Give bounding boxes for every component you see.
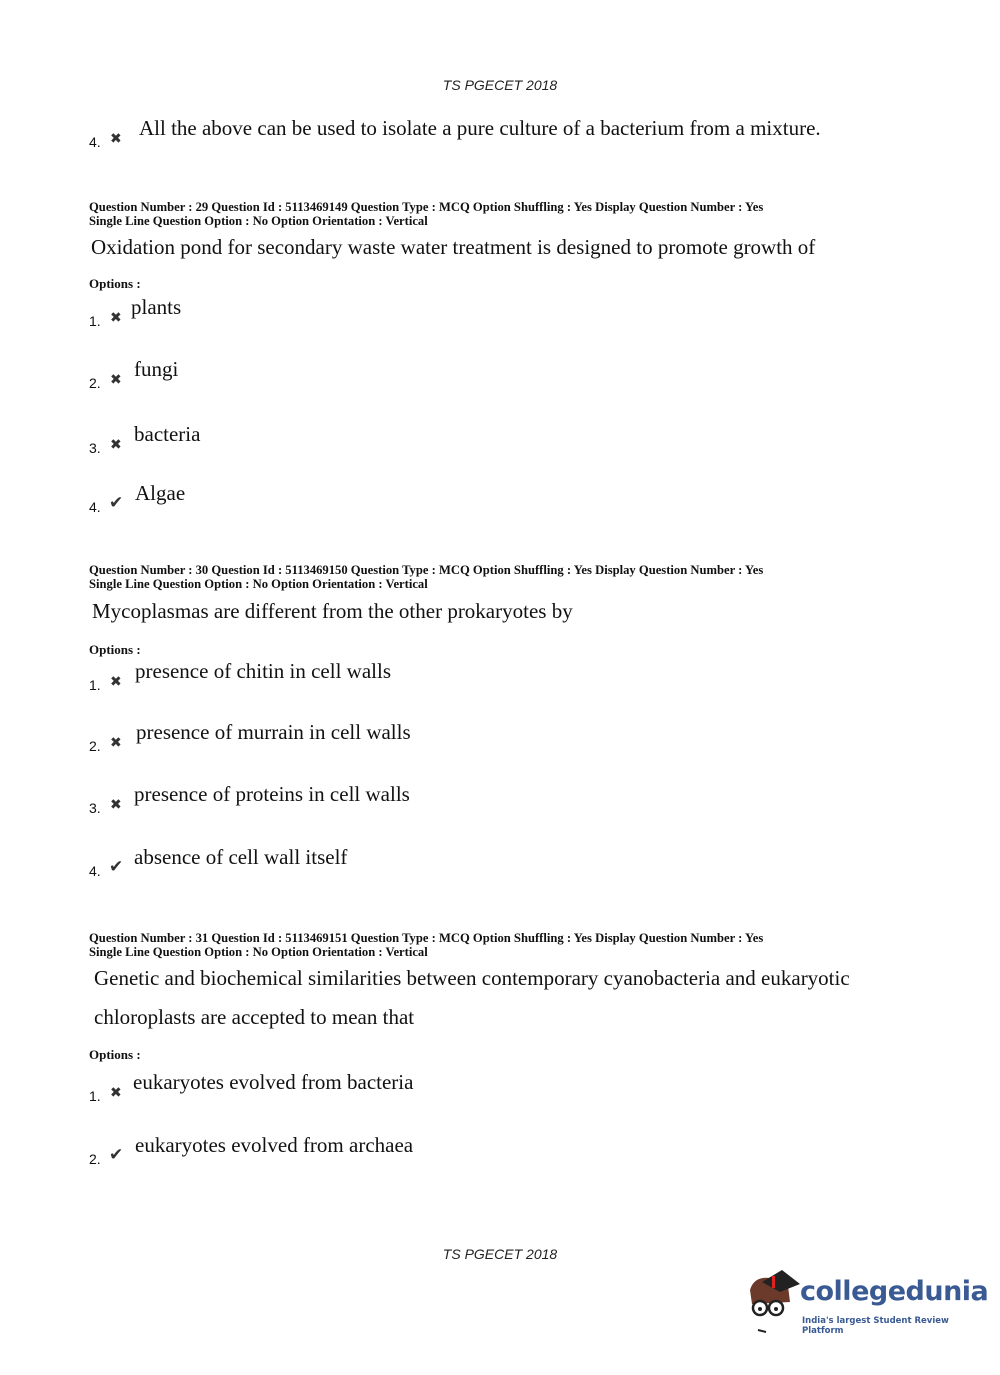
- option-row: [89, 782, 889, 822]
- option-number: 4.: [89, 134, 101, 150]
- cross-icon: ✖: [110, 372, 122, 388]
- question-meta: Question Number : 31 Question Id : 5113469151 Question Type : MCQ Option Shuffling : Yes Display Question Number : Yes: [89, 930, 764, 945]
- option-row: [89, 295, 889, 335]
- option-number: 1.: [89, 677, 101, 693]
- option-number: 3.: [89, 440, 101, 456]
- logo-brand: collegedunia: [800, 1276, 989, 1307]
- option-text: absence of cell wall itself: [134, 845, 348, 869]
- option-text: All the above can be used to isolate a pure culture of a bacterium from a mixture.: [139, 116, 821, 140]
- mascot-icon: [742, 1268, 802, 1338]
- question-meta: Question Number : 30 Question Id : 5113469150 Question Type : MCQ Option Shuffling : Yes Display Question Number : Yes: [89, 562, 764, 577]
- option-row: [89, 481, 889, 521]
- option-text: eukaryotes evolved from archaea: [135, 1133, 414, 1157]
- question-text: Oxidation pond for secondary waste water treatment is designed to promote growth of: [91, 235, 816, 259]
- option-row: [89, 422, 889, 462]
- option-number: 1.: [89, 313, 101, 329]
- cross-icon: ✖: [110, 131, 122, 147]
- option-text: fungi: [134, 357, 179, 381]
- check-icon: ✔: [109, 857, 124, 877]
- options-label: Options :: [89, 642, 141, 657]
- question-meta: Single Line Question Option : No Option Orientation : Vertical: [89, 944, 428, 959]
- page-header: TS PGECET 2018: [442, 77, 558, 93]
- question-text: Genetic and biochemical similarities between contemporary cyanobacteria and eukaryotic: [94, 966, 850, 990]
- option-number: 4.: [89, 499, 101, 515]
- option-number: 4.: [89, 863, 101, 879]
- option-number: 3.: [89, 800, 101, 816]
- option-row: [89, 1133, 889, 1173]
- check-icon: ✔: [109, 1145, 124, 1165]
- question-meta: Question Number : 29 Question Id : 5113469149 Question Type : MCQ Option Shuffling : Yes Display Question Number : Yes: [89, 199, 764, 214]
- option-text: eukaryotes evolved from bacteria: [133, 1070, 414, 1094]
- option-row: [89, 720, 889, 760]
- question-text: Mycoplasmas are different from the other prokaryotes by: [92, 599, 573, 623]
- options-label: Options :: [89, 276, 141, 291]
- page-footer: TS PGECET 2018: [442, 1246, 558, 1262]
- option-text: presence of murrain in cell walls: [136, 720, 411, 744]
- question-meta: Single Line Question Option : No Option Orientation : Vertical: [89, 576, 428, 591]
- options-label: Options :: [89, 1047, 141, 1062]
- cross-icon: ✖: [110, 1085, 122, 1101]
- check-icon: ✔: [109, 493, 124, 513]
- option-row: [89, 1070, 889, 1110]
- option-number: 1.: [89, 1088, 101, 1104]
- option-text: plants: [131, 295, 182, 319]
- option-row: [89, 357, 889, 397]
- option-number: 2.: [89, 738, 101, 754]
- cross-icon: ✖: [110, 735, 122, 751]
- collegedunia-logo: [742, 1268, 989, 1338]
- question-text: chloroplasts are accepted to mean that: [94, 1005, 415, 1029]
- option-row: [89, 845, 889, 885]
- option-row: [89, 116, 889, 156]
- cross-icon: ✖: [110, 437, 122, 453]
- cross-icon: ✖: [110, 797, 122, 813]
- option-text: bacteria: [134, 422, 201, 446]
- option-row: [89, 659, 889, 699]
- question-meta: Single Line Question Option : No Option Orientation : Vertical: [89, 213, 428, 228]
- option-text: presence of chitin in cell walls: [135, 659, 391, 683]
- option-text: Algae: [135, 481, 186, 505]
- logo-tagline: India's largest Student Review Platform: [802, 1316, 949, 1336]
- option-number: 2.: [89, 375, 101, 391]
- option-text: presence of proteins in cell walls: [134, 782, 410, 806]
- cross-icon: ✖: [110, 674, 122, 690]
- cross-icon: ✖: [110, 310, 122, 326]
- option-number: 2.: [89, 1151, 101, 1167]
